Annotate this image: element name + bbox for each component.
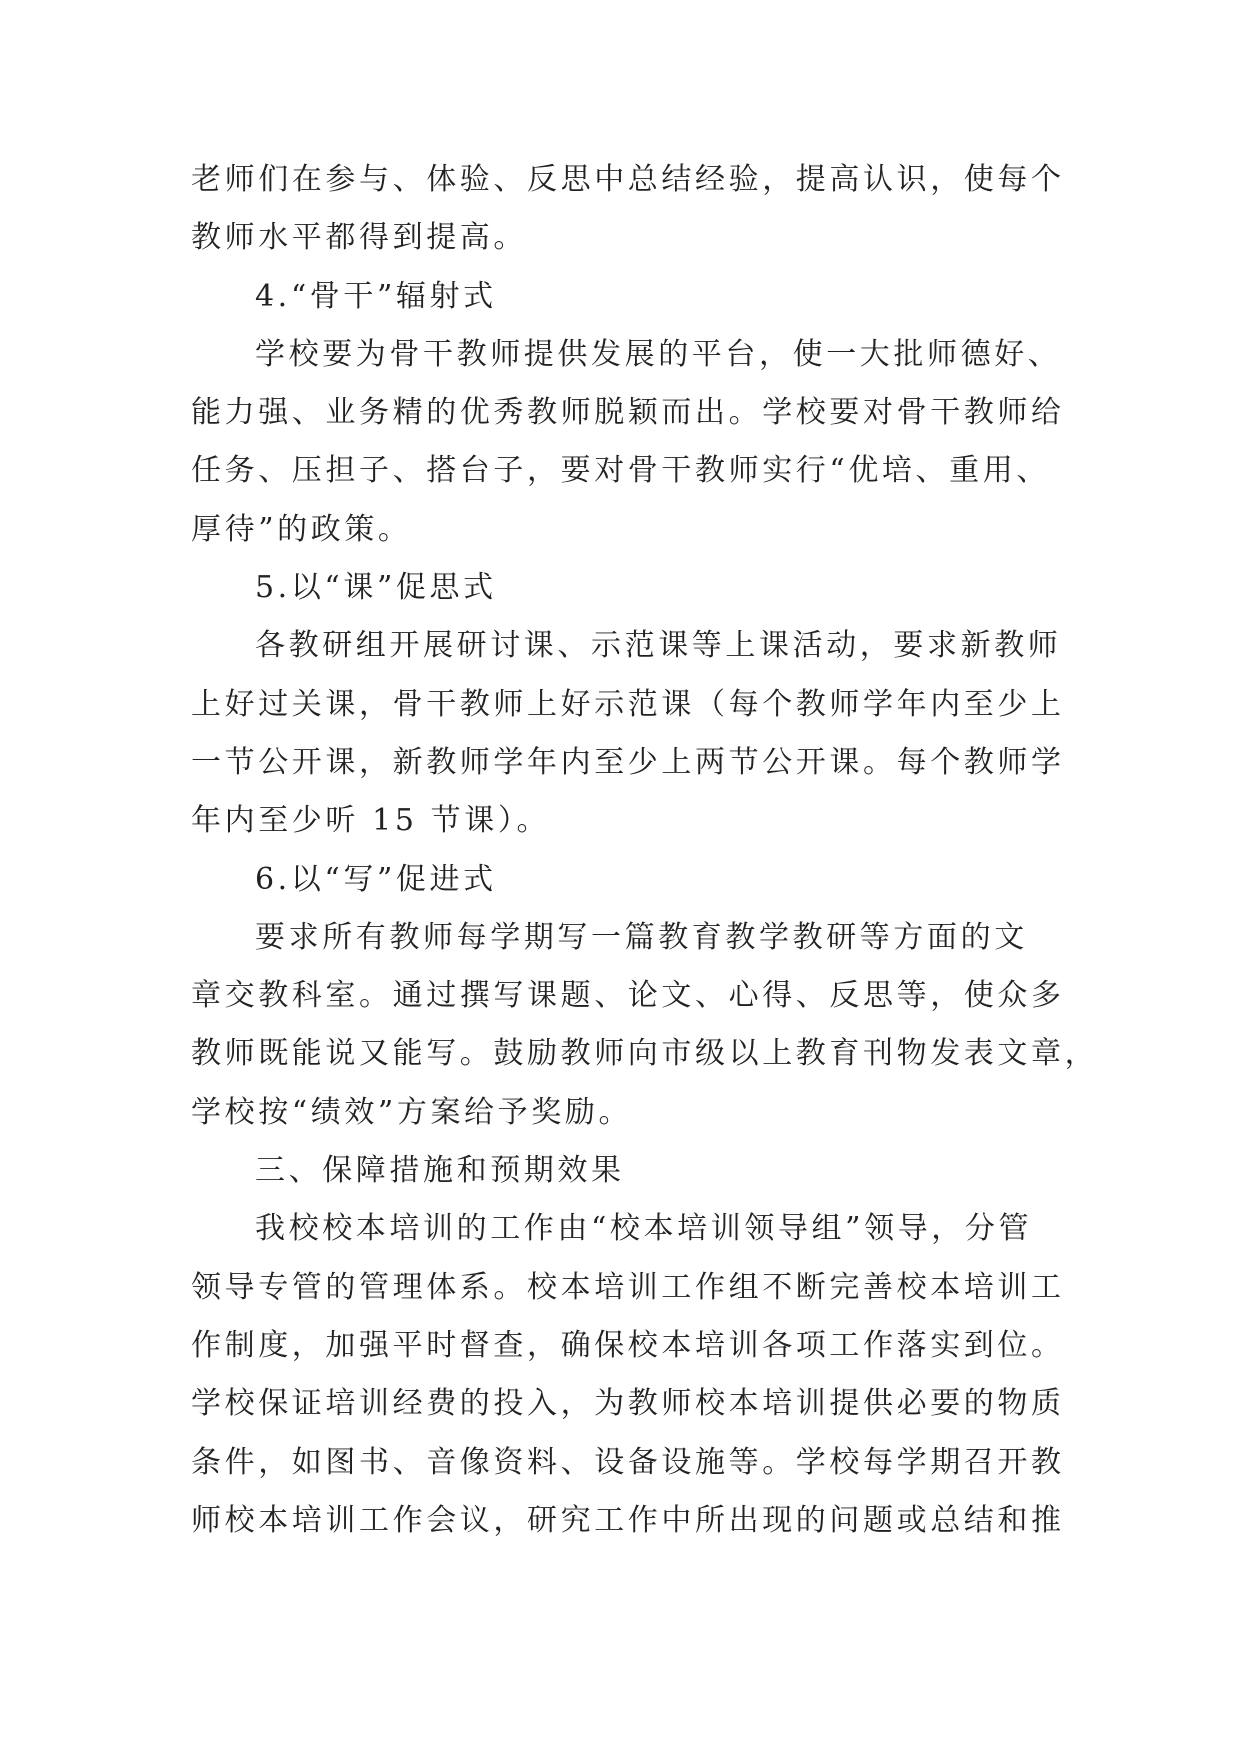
text-line: 我校校本培训的工作由“校本培训领导组”领导，分管	[255, 1211, 1033, 1247]
text-line: 年内至少听 15 节课）。	[191, 803, 551, 839]
text-line: 学校保证培训经费的投入，为教师校本培训提供必要的物质	[191, 1386, 1065, 1422]
text-line: 要求所有教师每学期写一篇教育教学教研等方面的文	[255, 919, 1028, 955]
text-line: 教师水平都得到提高。	[191, 220, 527, 256]
text-line: 学校要为骨干教师提供发展的平台，使一大批师德好、	[255, 336, 1062, 372]
text-line: 上好过关课，骨干教师上好示范课（每个教师学年内至少上	[191, 686, 1065, 722]
section-heading: 6.以“写”促进式	[255, 861, 497, 897]
text-line: 条件，如图书、音像资料、设备设施等。学校每学期召开教	[191, 1444, 1065, 1480]
text-line: 学校按“绩效”方案给予奖励。	[191, 1094, 633, 1130]
text-line: 老师们在参与、体验、反思中总结经验，提高认识，使每个	[191, 162, 1065, 197]
section-heading: 4.“骨干”辐射式	[255, 278, 497, 314]
text-line: 厚待”的政策。	[191, 511, 412, 547]
text-line: 各教研组开展研讨课、示范课等上课活动，要求新教师	[255, 628, 1062, 664]
text-line: 作制度，加强平时督查，确保校本培训各项工作落实到位。	[191, 1327, 1065, 1363]
text-line: 一节公开课，新教师学年内至少上两节公开课。每个教师学	[191, 744, 1065, 780]
text-line: 章交教科室。通过撰写课题、论文、心得、反思等，使众多	[191, 978, 1065, 1014]
text-line: 领导专管的管理体系。校本培训工作组不断完善校本培训工	[191, 1269, 1065, 1305]
text-line: 任务、压担子、搭台子，要对骨干教师实行“优培、重用、	[191, 453, 1050, 489]
section-heading: 三、保障措施和预期效果	[255, 1153, 625, 1189]
text-line: 能力强、业务精的优秀教师脱颖而出。学校要对骨干教师给	[191, 395, 1065, 431]
document-body	[191, 151, 1099, 1550]
text-line: 教师既能说又能写。鼓励教师向市级以上教育刊物发表文章，	[191, 1036, 1099, 1072]
section-heading: 5.以“课”促思式	[255, 570, 497, 606]
text-line: 师校本培训工作会议，研究工作中所出现的问题或总结和推	[191, 1502, 1065, 1538]
